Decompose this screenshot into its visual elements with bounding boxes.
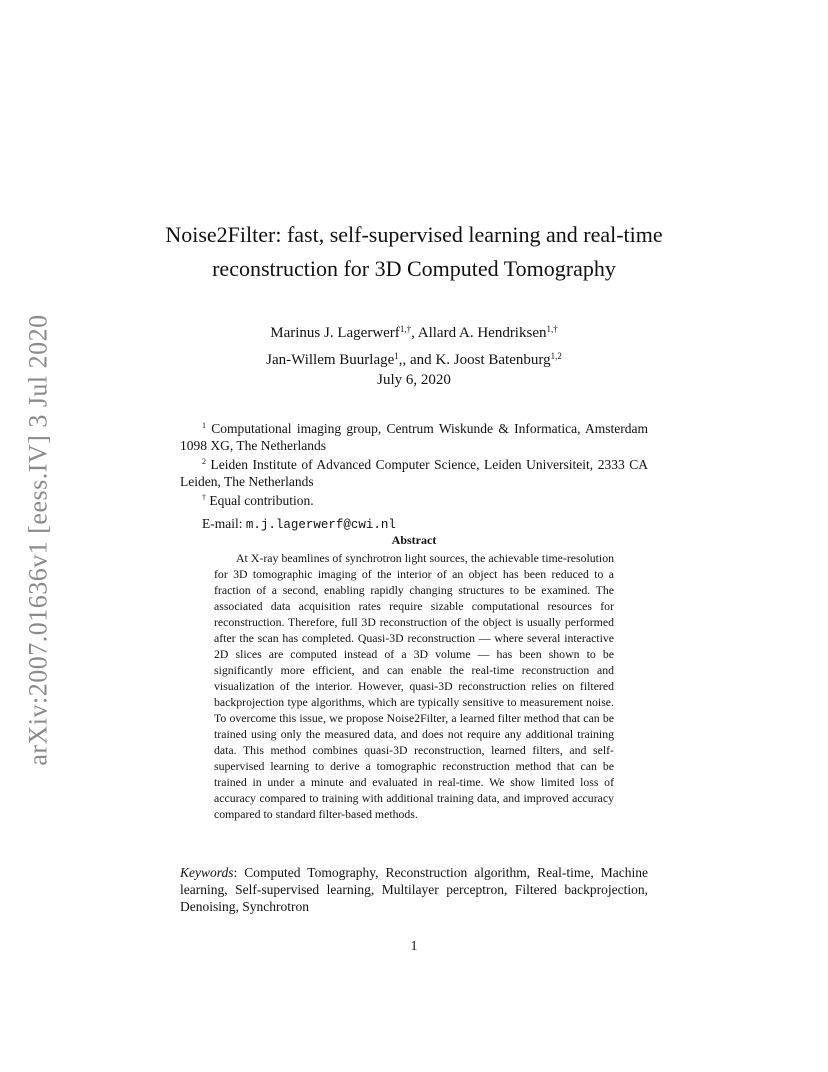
author-lagerwerf-affiliation: 1,† (399, 324, 412, 334)
affiliation-marker: † (202, 493, 206, 502)
author-batenburg: K. Joost Batenburg (435, 352, 551, 368)
page-number: 1 (410, 938, 418, 953)
author-buurlage: Jan-Willem Buurlage (266, 352, 395, 368)
email-address-link[interactable]: m.j.lagerwerf@cwi.nl (245, 517, 396, 532)
keywords-label: Keywords (180, 865, 234, 880)
keywords-text: : Computed Tomography, Reconstruction algorithm, Real-time, Machine learning, Self-supervised learning, Multilayer perceptron, Filtered backprojection, Denoising, Synchrotron (180, 865, 648, 914)
author-hendriksen-affiliation: 1,† (546, 324, 558, 334)
affiliation-text: Computational imaging group, Centrum Wiskunde & Informatica, Amsterdam 1098 XG, The Netherlands (180, 421, 648, 453)
affiliation-item (180, 490, 648, 510)
affiliation-text: Equal contribution. (209, 493, 314, 508)
author-buurlage-affiliation: 1 (394, 351, 399, 361)
author-batenburg-affiliation: 1,2 (550, 351, 562, 361)
email-line (180, 516, 648, 534)
abstract-heading: Abstract (391, 533, 437, 547)
author-hendriksen: Allard A. Hendriksen (417, 325, 547, 341)
affiliation-marker: 2 (202, 457, 206, 466)
paper-title: Noise2Filter: fast, self-supervised learning and real-time reconstruction for 3D Computed Tomography (165, 222, 663, 281)
arxiv-sidebar-stamp (16, 270, 62, 810)
affiliation-block (180, 418, 648, 533)
author-list: Marinus J. Lagerwerf$^{1,\dagger}$, Allard A. Hendriksen$^{1,\dagger}$ Jan-Willem Buurlage$^1$,, and K. Joost Batenburg$^{1,2}$ (266, 324, 562, 368)
abstract-section (214, 532, 614, 822)
email-label: E-mail: (202, 515, 243, 531)
keywords-section (180, 864, 648, 915)
affiliation-item (180, 454, 648, 490)
publication-date: July 6, 2020 (377, 372, 451, 388)
author-lagerwerf: Marinus J. Lagerwerf (270, 325, 400, 341)
abstract-body: At X-ray beamlines of synchrotron light sources, the achievable time-resolution for 3D tomographic imaging of the interior of an object has been reduced to a fraction of a second, enabling rapidly changing structures to be examined. The associated data acquisition rates require sizable computational resources for reconstruction. Therefore, full 3D reconstruction of the object is usually performed after the scan has completed. Quasi-3D reconstruction — where several interactive 2D slices are computed instead of a 3D volume — has been shown to be significantly more efficient, and can enable the real-time reconstruction and visualization of the interior. However, quasi-3D reconstruction relies on filtered backprojection type algorithms, which are typically sensitive to measurement noise. To overcome this issue, we propose Noise2Filter, a learned filter method that can be trained using only the measured data, and does not require any additional training data. This method combines quasi-3D reconstruction, learned filters, and self-supervised learning to derive a tomographic reconstruction method that can be trained in under a minute and evaluated in real-time. We show limited loss of accuracy compared to training with additional training data, and improved accuracy compared to standard filter-based methods. (214, 551, 614, 821)
affiliation-item (180, 418, 648, 454)
affiliation-text: Leiden Institute of Advanced Computer Science, Leiden Universiteit, 2333 CA Leiden, The Netherlands (180, 457, 648, 489)
affiliation-marker: 1 (202, 421, 206, 430)
arxiv-identifier: arXiv:2007.01636v1 [eess.IV] 3 Jul 2020 (24, 314, 53, 766)
